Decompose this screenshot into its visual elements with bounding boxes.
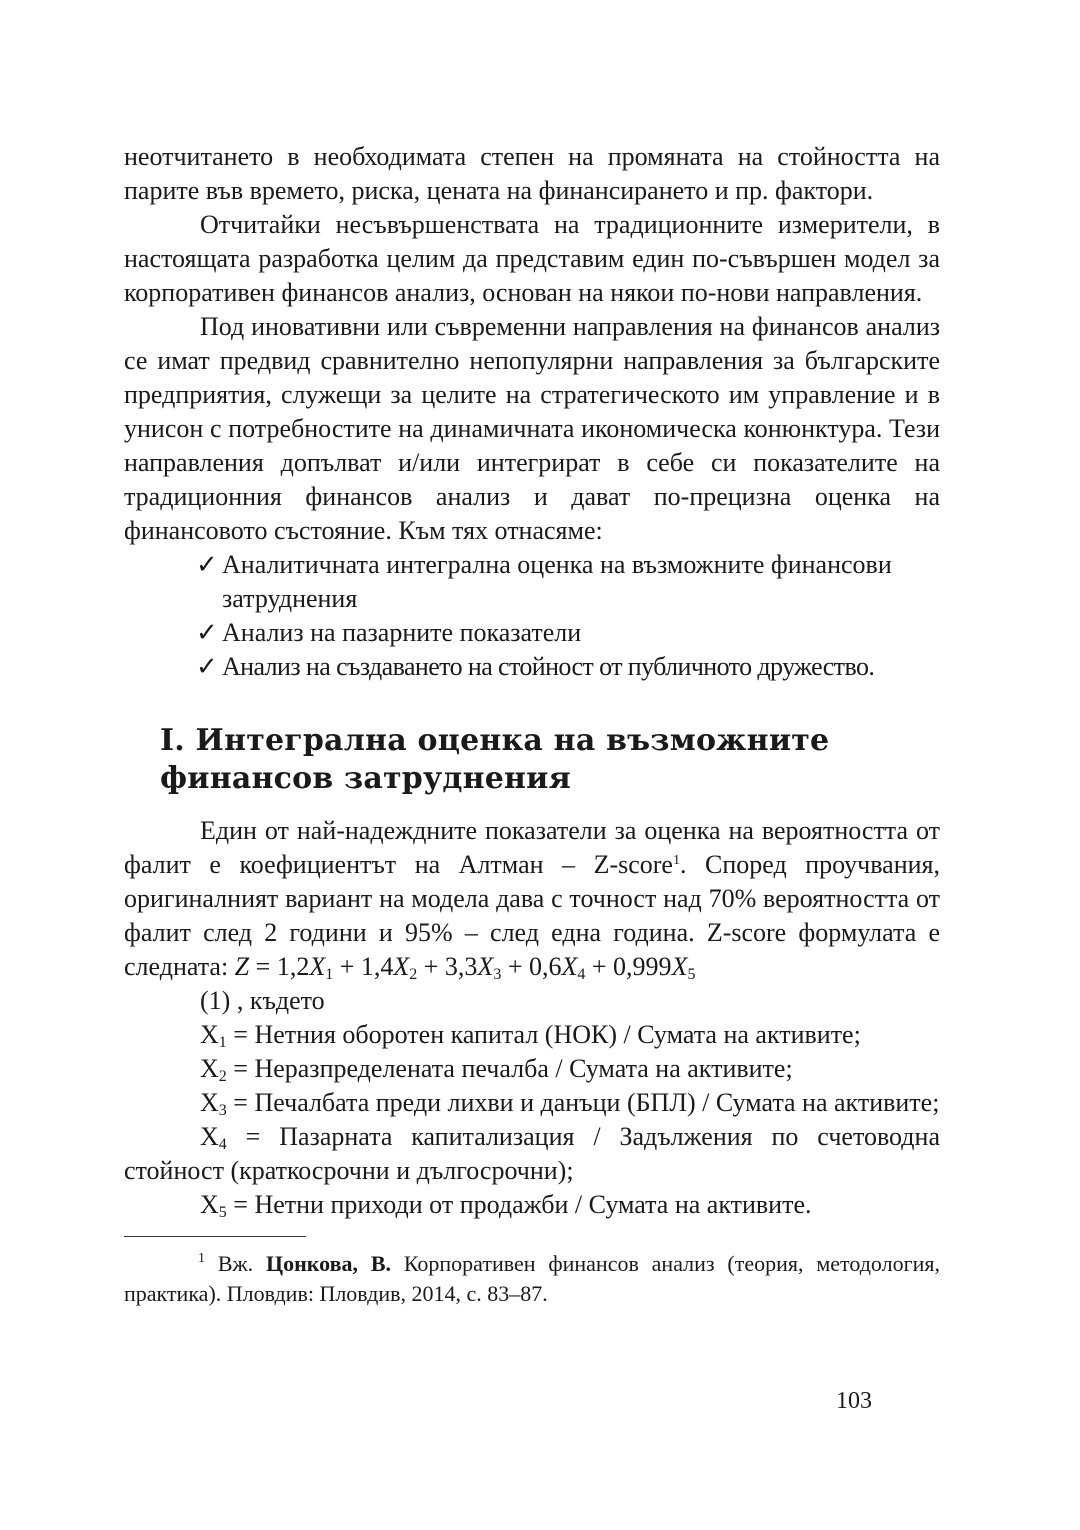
- paragraph-continuation: неотчитането в необходимата степен на промяната на стойността на парите във времето, риска, цената на финансирането и пр. фактори.: [124, 142, 940, 205]
- footnote: $^1$ Вж. Цонкова, В. Корпоративен финансов анализ (теория, методология, практика). Пловдив: Пловдив, 2014, с. 83–87.: [124, 1251, 940, 1306]
- section-heading: I. Интегрална оценка на възможните финансов затруднения: [160, 723, 830, 796]
- variable-definition: $X_2$ = Неразпределената печалба / Сумата на активите;: [200, 1054, 793, 1085]
- list-item: [196, 548, 940, 616]
- variable-definition: $X_4$ = Пазарната капитализация / Задължения по счетоводна стойност (краткосрочни и дългосрочни);: [124, 1122, 940, 1185]
- footnote-number: 1: [198, 1251, 205, 1266]
- checklist: [196, 548, 940, 684]
- page-body: [124, 140, 940, 1309]
- checkmark-icon: ✓: [196, 652, 218, 681]
- list-item-text: Анализ на създаването на стойност от публичното дружество.: [222, 652, 875, 681]
- footnote-author: Цонкова, В.: [266, 1251, 391, 1276]
- paragraph-altman: Един от най-надеждните показатели за оценка на вероятността от фалит е коефициентът на Алтман – Z-score$^1$. Според проучвания, оригиналният вариант на модела дава с точност над 70% вероятността от фалит след 2 години и 95% – след една година. Z-score формулата е следната: $Z = 1,2X_1 + 1,4X_2 + 3,3X_3 + 0,6X_4 + 0,999X_5$: [124, 816, 940, 983]
- page-number: 103: [836, 1388, 872, 1414]
- list-item: [196, 650, 940, 684]
- paragraph-innovative-directions: Под иновативни или съвременни направления на финансов анализ се имат предвид сравнително непопулярни направления за българските предприятия, служещи за целите на стратегическото им управление и в унисон с потребностите на динамичната икономическа конюнктура. Тези направления допълват и/или интегрират в себе си показателите на традиционния финансов анализ и дават по-прецизна оценка на финансовото състояние. Към тях отнасяме:: [124, 312, 940, 545]
- checkmark-icon: ✓: [196, 618, 218, 647]
- variable-definition: $X_1$ = Нетния оборотен капитал (НОК) / Сумата на активите;: [200, 1020, 861, 1051]
- variable-definition: $X_5$ = Нетни приходи от продажби / Сумата на активите.: [200, 1190, 812, 1221]
- list-item-text: Аналитичната интегрална оценка на възможните финансови затруднения: [222, 550, 892, 613]
- paragraph-imperfections: Отчитайки несъвършенствата на традиционните измерители, в настоящата разработка целим да представим един по-съвършен модел за корпоративен финансов анализ, основан на някои по-нови направления.: [124, 210, 940, 307]
- variable-definition: $X_3$ = Печалбата преди лихви и данъци (БПЛ) / Сумата на активите;: [200, 1088, 940, 1119]
- list-item: [196, 616, 940, 650]
- checkmark-icon: ✓: [196, 550, 218, 579]
- footnote-divider: [124, 1236, 306, 1237]
- z-score-formula: $Z = 1,2X_1 + 1,4X_2 + 3,3X_3 + 0,6X_4 + 0,999X_5$: [234, 952, 696, 983]
- footnote-ref: 1: [672, 853, 680, 868]
- list-item-text: Анализ на пазарните показатели: [222, 618, 582, 647]
- equation-number: (1) , където: [200, 986, 325, 1015]
